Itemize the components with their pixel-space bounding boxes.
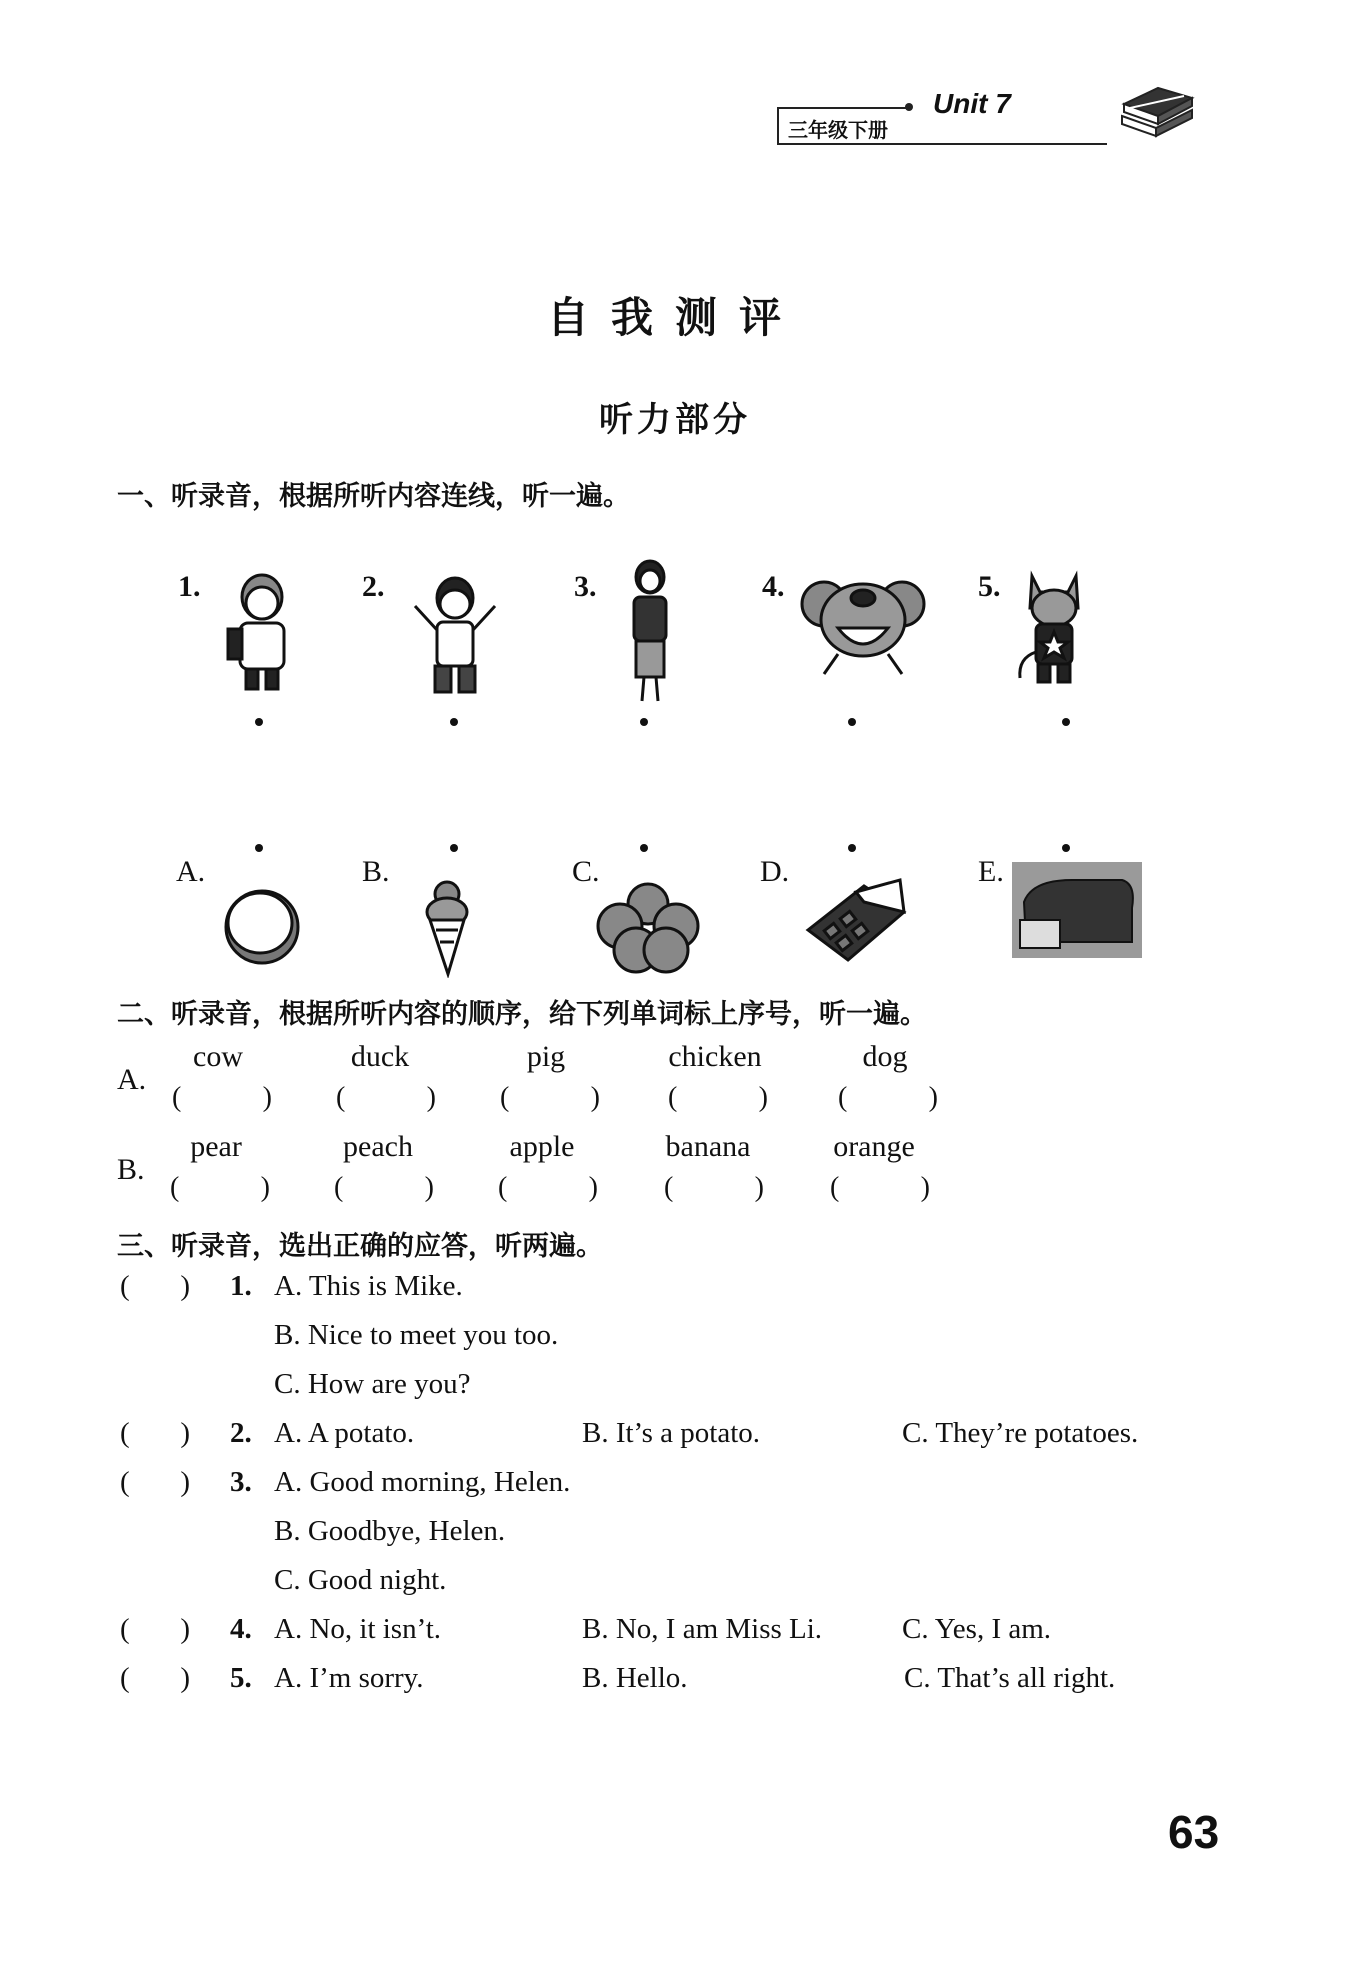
q2-option-b: B. It’s a potato. xyxy=(582,1417,761,1449)
answer-blank-b4[interactable]: ( ) xyxy=(664,1172,764,1203)
header-grade: 三年级下册 xyxy=(788,118,888,142)
q4-option-c: C. Yes, I am. xyxy=(902,1613,1052,1645)
item-label-D: D. xyxy=(760,855,790,888)
word-duck: duck xyxy=(350,1040,410,1073)
word-chicken: chicken xyxy=(668,1040,762,1073)
waving-boy-icon xyxy=(405,568,505,698)
item-label-5: 5. xyxy=(978,570,1001,603)
section2-heading: 二、听录音，根据所听内容的顺序，给下列单词标上序号，听一遍。 xyxy=(117,999,927,1030)
q5-option-a: A. I’m sorry. xyxy=(274,1662,424,1694)
word-orange: orange xyxy=(833,1130,915,1163)
q5-option-b: B. Hello. xyxy=(582,1662,688,1694)
answer-blank-a4[interactable]: ( ) xyxy=(668,1082,768,1113)
word-peach: peach xyxy=(343,1130,413,1163)
oranges-icon xyxy=(592,880,704,976)
answer-blank-a1[interactable]: ( ) xyxy=(172,1082,272,1113)
rice-bowl-icon xyxy=(220,885,304,969)
question-number-2: 2. xyxy=(230,1417,252,1449)
answer-blank-b1[interactable]: ( ) xyxy=(170,1172,270,1203)
answer-paren-5[interactable]: ( ) xyxy=(120,1662,191,1694)
answer-paren-3[interactable]: ( ) xyxy=(120,1466,191,1498)
word-cow: cow xyxy=(193,1040,243,1073)
section-title: 听力部分 xyxy=(599,400,751,440)
answer-paren-2[interactable]: ( ) xyxy=(120,1417,191,1449)
q3-option-a: A. Good morning, Helen. xyxy=(274,1466,571,1498)
question-number-5: 5. xyxy=(230,1662,252,1694)
answer-blank-a5[interactable]: ( ) xyxy=(838,1082,938,1113)
match-dot-E[interactable] xyxy=(1062,844,1070,852)
item-label-4: 4. xyxy=(762,570,785,603)
answer-blank-b3[interactable]: ( ) xyxy=(498,1172,598,1203)
word-pear: pear xyxy=(190,1130,242,1163)
mouse-icon xyxy=(798,570,928,680)
q5-option-c: C. That’s all right. xyxy=(904,1662,1116,1694)
question-number-4: 4. xyxy=(230,1613,252,1645)
item-label-E: E. xyxy=(978,855,1004,888)
cat-icon xyxy=(1012,568,1096,688)
item-label-A: A. xyxy=(176,855,206,888)
q3-option-c: C. Good night. xyxy=(274,1564,447,1596)
item-label-C: C. xyxy=(572,855,600,888)
q3-option-b: B. Goodbye, Helen. xyxy=(274,1515,506,1547)
section1-heading: 一、听录音，根据所听内容连线，听一遍。 xyxy=(117,481,630,512)
bread-icon xyxy=(1012,862,1142,958)
q1-option-b: B. Nice to meet you too. xyxy=(274,1319,559,1351)
match-dot-5[interactable] xyxy=(1062,718,1070,726)
question-number-3: 3. xyxy=(230,1466,252,1498)
word-banana: banana xyxy=(665,1130,751,1163)
word-dog: dog xyxy=(862,1040,908,1073)
answer-blank-b2[interactable]: ( ) xyxy=(334,1172,434,1203)
match-dot-4[interactable] xyxy=(848,718,856,726)
answer-paren-1[interactable]: ( ) xyxy=(120,1270,191,1302)
item-label-3: 3. xyxy=(574,570,597,603)
page-number: 63 xyxy=(1168,1806,1220,1858)
header-rule xyxy=(777,107,907,109)
match-dot-C[interactable] xyxy=(640,844,648,852)
q1-option-c: C. How are you? xyxy=(274,1368,471,1400)
answer-blank-a3[interactable]: ( ) xyxy=(500,1082,600,1113)
answer-paren-4[interactable]: ( ) xyxy=(120,1613,191,1645)
group-a-label: A. xyxy=(117,1063,147,1096)
word-apple: apple xyxy=(509,1130,575,1163)
question-number-1: 1. xyxy=(230,1270,252,1302)
answer-blank-a2[interactable]: ( ) xyxy=(336,1082,436,1113)
match-dot-B[interactable] xyxy=(450,844,458,852)
answer-blank-b5[interactable]: ( ) xyxy=(830,1172,930,1203)
q2-option-a: A. A potato. xyxy=(274,1417,415,1449)
item-label-2: 2. xyxy=(362,570,385,603)
q4-option-b: B. No, I am Miss Li. xyxy=(582,1613,823,1645)
page-title: 自我测评 xyxy=(546,293,803,342)
woman-icon xyxy=(618,555,682,705)
q4-option-a: A. No, it isn’t. xyxy=(274,1613,442,1645)
match-dot-2[interactable] xyxy=(450,718,458,726)
boy-with-backpack-icon xyxy=(222,565,302,695)
q1-option-a: A. This is Mike. xyxy=(274,1270,463,1302)
match-dot-A[interactable] xyxy=(255,844,263,852)
books-icon xyxy=(1118,76,1198,146)
match-dot-D[interactable] xyxy=(848,844,856,852)
word-pig: pig xyxy=(526,1040,566,1073)
header-dot xyxy=(905,103,913,111)
item-label-B: B. xyxy=(362,855,390,888)
ice-cream-icon xyxy=(420,878,474,978)
header-unit: Unit 7 xyxy=(933,88,1011,119)
match-dot-1[interactable] xyxy=(255,718,263,726)
chocolate-icon xyxy=(800,872,912,972)
item-label-1: 1. xyxy=(178,570,201,603)
section3-heading: 三、听录音，选出正确的应答，听两遍。 xyxy=(117,1231,603,1262)
match-dot-3[interactable] xyxy=(640,718,648,726)
group-b-label: B. xyxy=(117,1153,145,1186)
q2-option-c: C. They’re potatoes. xyxy=(902,1417,1139,1449)
